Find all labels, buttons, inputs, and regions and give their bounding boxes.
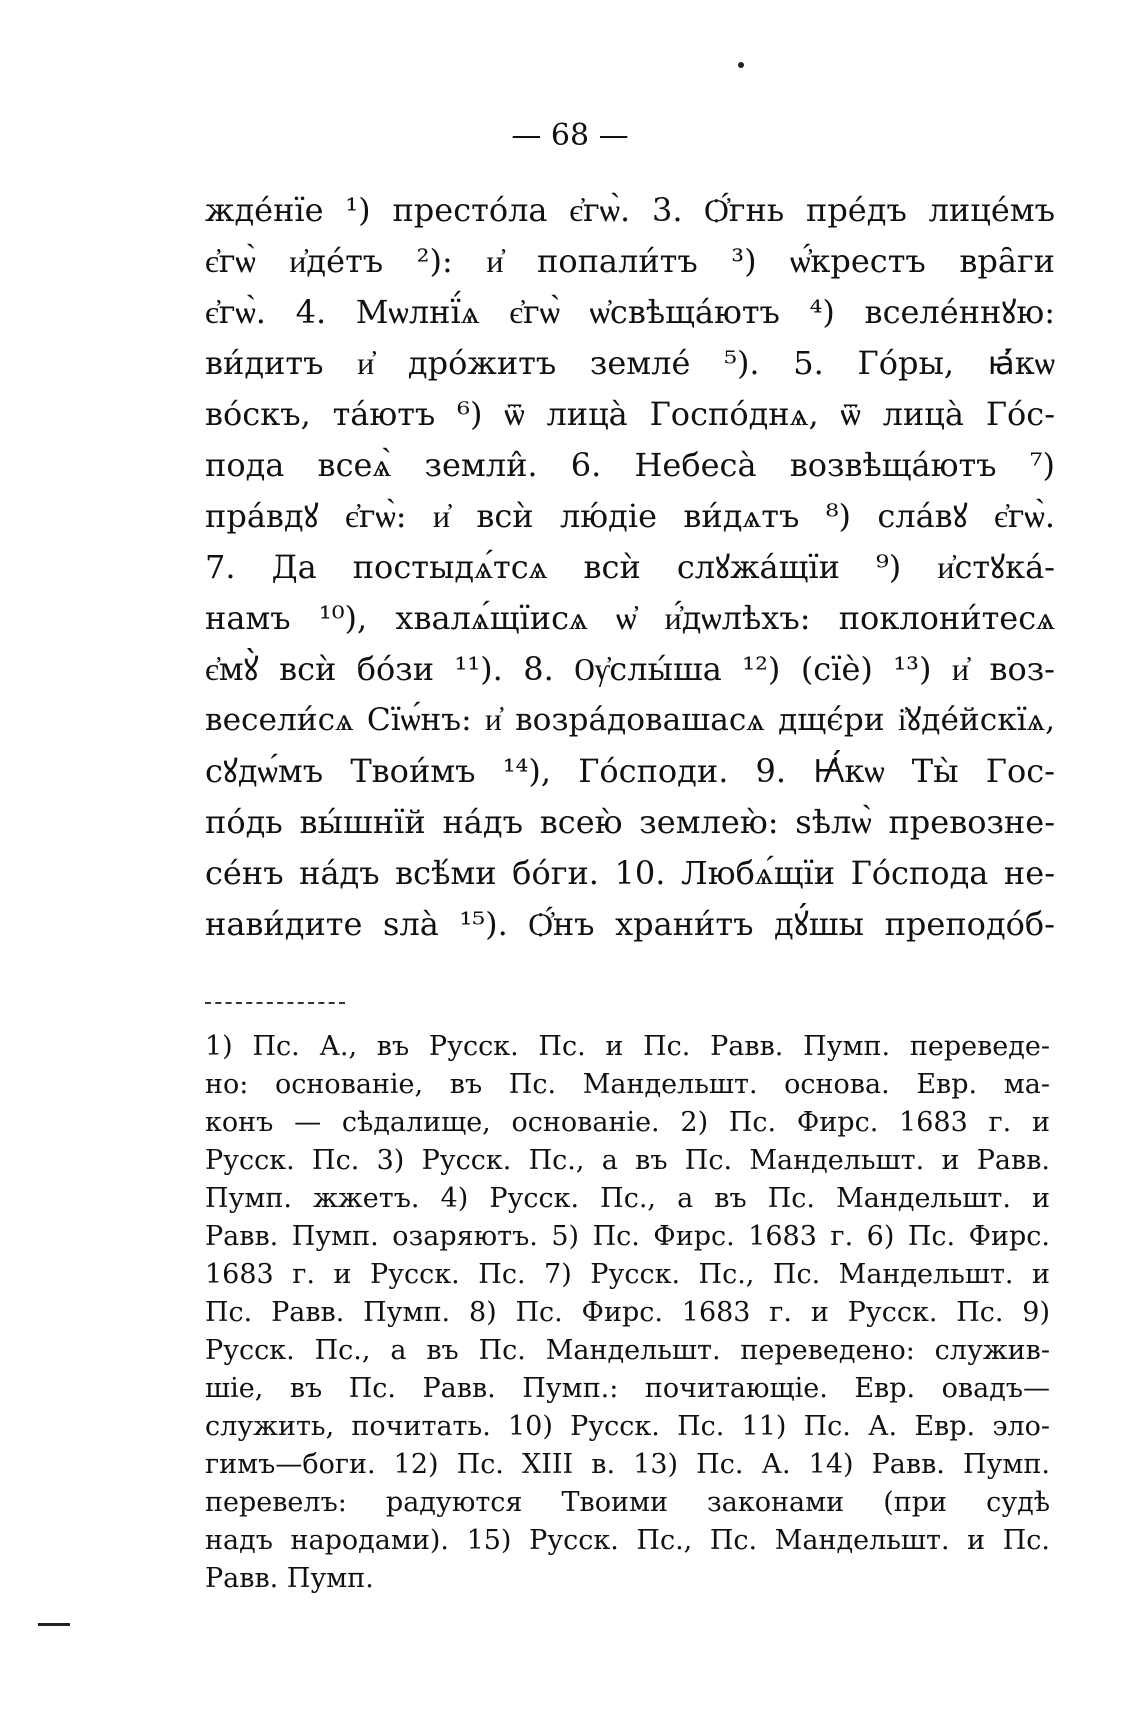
footnote-line: Равв. Пумп. озаряютъ. 5) Пс. Фирс. 1683 г. 6) Пс. Фирс. <box>205 1221 1050 1252</box>
footnote-divider <box>205 1002 345 1004</box>
footnote-line: Пумп. жжетъ. 4) Русск. Пс., а въ Пс. Мандельшт. и <box>205 1183 1050 1214</box>
text-line: пода всеѧ̀ земли̂. 6. Небеса̀ возвѣща́ютъ ⁷) <box>205 446 1055 484</box>
page-number: — 68 — <box>511 118 629 153</box>
footnote-line: конъ — сѣдалище, основаніе. 2) Пс. Фирс. 1683 г. и <box>205 1107 1050 1138</box>
footnotes <box>205 1028 1050 1598</box>
text-line: є҆мꙋ̀ всѝ бо́зи ¹¹). 8. Ѹ҆слы́ша ¹²) (сїѐ) ¹³) и҆ воз- <box>205 650 1055 688</box>
text-line: 7. Да постыдѧ́тсѧ всѝ слꙋжа́щїи ⁹) и҆стꙋка́- <box>205 548 1055 586</box>
text-line: намъ ¹⁰), хвалѧ́щїисѧ ѡ҆ и҆́дѡлѣхъ: поклони́тесѧ <box>205 599 1055 637</box>
text-line: є҆гѡ̀ и҆де́тъ ²): и҆ попали́тъ ³) ѡ҆́крестъ вра̑ги <box>205 242 1055 280</box>
footnote-line: Пс. Равв. Пумп. 8) Пс. Фирс. 1683 г. и Русск. Пс. 9) <box>205 1297 1050 1328</box>
text-line: є҆гѡ̀. 4. Мѡлнї́ѧ є҆гѡ̀ ѡ҆свѣща́ютъ ⁴) вселе́ннꙋю: <box>205 293 1055 331</box>
margin-dash <box>38 1623 70 1626</box>
footnote-line: служить, почитать. 10) Русск. Пс. 11) Пс. А. Евр. эло- <box>205 1411 1050 1442</box>
footnote-line: шіе, въ Пс. Равв. Пумп.: почитающіе. Евр. овадъ— <box>205 1373 1050 1404</box>
footnote-line: Равв. Пумп. <box>205 1563 374 1594</box>
footnote-line: 1) Пс. А., въ Русск. Пс. и Пс. Равв. Пумп. переведе- <box>205 1031 1050 1062</box>
footnote-line: Русск. Пс., а въ Пс. Мандельшт. переведено: служив- <box>205 1335 1050 1366</box>
text-line: нави́дите ѕла̀ ¹⁵). Ѻ҆́нъ храни́тъ дꙋ́шы преподо́б- <box>205 905 1055 943</box>
text-line: пра́вдꙋ є҆гѡ̀: и҆ всѝ лю́діе ви́дѧтъ ⁸) сла́вꙋ є҆гѡ̀. <box>205 497 1055 535</box>
text-line: весели́сѧ Сїѡ́нъ: и҆ возра́довашасѧ дщє́ри і҆ꙋде́йскїѧ, <box>205 702 1055 738</box>
text-line: жде́нїе ¹) престо́ла є҆гѡ̀. 3. Ѻ҆́гнь пре́дъ лице́мъ <box>205 191 1055 229</box>
footnote-line: Русск. Пс. 3) Русск. Пс., а въ Пс. Мандельшт. и Равв. <box>205 1145 1050 1176</box>
text-line: во́скъ, та́ютъ ⁶) ѿ лица̀ Госпо́днѧ, ѿ лица̀ Го́с- <box>205 395 1055 433</box>
footnote-line: перевелъ: радуются Твоими законами (при судѣ <box>205 1487 1050 1518</box>
margin-mark <box>738 62 744 68</box>
text-line: по́дь вы́шнїй на́дъ всею̀ землею̀: ѕѣлѡ̀ превозне- <box>205 803 1055 841</box>
footnote-line: 1683 г. и Русск. Пс. 7) Русск. Пс., Пс. Мандельшт. и <box>205 1259 1050 1290</box>
text-line: ви́дитъ и҆ дро́житъ земле́ ⁵). 5. Го́ры, ꙗ҆́кѡ <box>205 344 1055 382</box>
footnote-line: надъ народами). 15) Русск. Пс., Пс. Мандельшт. и Пс. <box>205 1525 1050 1556</box>
footnote-line: но: основаніе, въ Пс. Мандельшт. основа. Евр. ма- <box>205 1069 1050 1100</box>
footnote-line: гимъ—боги. 12) Пс. XIII в. 13) Пс. А. 14) Равв. Пумп. <box>205 1449 1050 1480</box>
text-line: се́нъ на́дъ всѣ́ми бо́ги. 10. Любѧ́щїи Го́спода не- <box>205 854 1055 892</box>
text-line: сꙋдѡ́мъ Твои́мъ ¹⁴), Го́споди. 9. Ꙗ҆́кѡ Ты̀ Гос- <box>205 752 1055 790</box>
psalm-text <box>205 185 1055 950</box>
